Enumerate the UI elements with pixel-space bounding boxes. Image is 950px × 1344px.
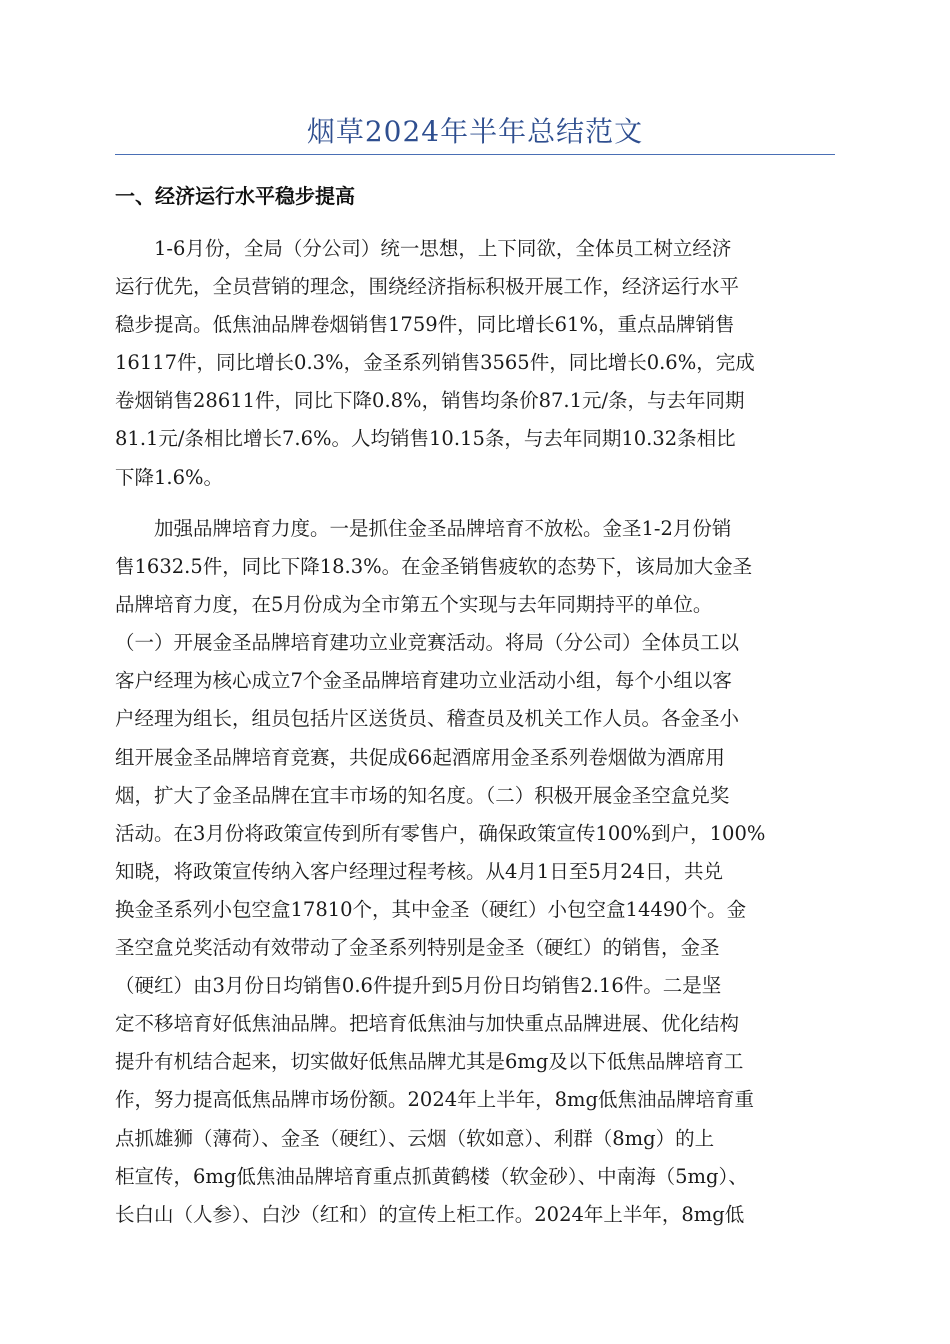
text-line: 作，努力提高低焦品牌市场份额。2024年上半年，8mg低焦油品牌培育重 — [115, 1088, 755, 1112]
text-line: 售1632.5件，同比下降18.3%。在金圣销售疲软的态势下，该局加大金圣 — [115, 555, 753, 579]
text-line: 客户经理为核心成立7个金圣品牌培育建功立业活动小组，每个小组以客 — [115, 669, 732, 693]
text-line: 定不移培育好低焦油品牌。把培育低焦油与加快重点品牌进展、优化结构 — [115, 1012, 740, 1036]
text-line: 81.1元/条相比增长7.6%。人均销售10.15条，与去年同期10.32条相比 — [115, 427, 736, 451]
text-line: 16117件，同比增长0.3%，金圣系列销售3565件，同比增长0.6%，完成 — [115, 351, 755, 375]
text-line: 户经理为组长，组员包括片区送货员、稽查员及机关工作人员。各金圣小 — [115, 707, 740, 731]
text-line: 加强品牌培育力度。一是抓住金圣品牌培育不放松。金圣1-2月份销 — [115, 517, 732, 540]
text-line: 下降1.6%。 — [115, 465, 224, 489]
text-line: 组开展金圣品牌培育竞赛，共促成66起酒席用金圣系列卷烟做为酒席用 — [115, 745, 725, 769]
paragraph-2 — [115, 510, 835, 1234]
text-line: 长白山（人参）、白沙（红和）的宣传上柜工作。2024年上半年，8mg低 — [115, 1202, 745, 1226]
text-line: 知晓，将政策宣传纳入客户经理过程考核。从4月1日至5月24日，共兑 — [115, 859, 724, 883]
text-line: （一）开展金圣品牌培育建功立业竞赛活动。将局（分公司）全体员工以 — [115, 631, 740, 655]
text-line: 运行优先，全员营销的理念，围绕经济指标积极开展工作，经济运行水平 — [115, 275, 740, 299]
text-line: 品牌培育力度，在5月份成为全市第五个实现与去年同期持平的单位。 — [115, 593, 713, 617]
text-line: 柜宣传，6mg低焦油品牌培育重点抓黄鹤楼（软金砂）、中南海（5mg）、 — [115, 1164, 748, 1188]
paragraph-1 — [115, 230, 835, 497]
text-line: 活动。在3月份将政策宣传到所有零售户，确保政策宣传100%到户，100% — [115, 821, 766, 845]
text-line: 点抓雄狮（薄荷）、金圣（硬红）、云烟（软如意）、利群（8mg）的上 — [115, 1126, 715, 1150]
text-line: 烟，扩大了金圣品牌在宜丰市场的知名度。（二）积极开展金圣空盒兑奖 — [115, 783, 730, 807]
text-line: 换金圣系列小包空盒17810个，其中金圣（硬红）小包空盒14490个。金 — [115, 897, 747, 921]
text-line: 卷烟销售28611件，同比下降0.8%，销售均条价87.1元/条，与去年同期 — [115, 389, 745, 413]
text-line: 稳步提高。低焦油品牌卷烟销售1759件，同比增长61%，重点品牌销售 — [115, 313, 735, 337]
document-title: 烟草2024年半年总结范文 — [306, 115, 644, 148]
title-underline — [115, 154, 835, 155]
text-line: 圣空盒兑奖活动有效带动了金圣系列特别是金圣（硬红）的销售，金圣 — [115, 936, 720, 960]
text-line: 1-6月份，全局（分公司）统一思想，上下同欲，全体员工树立经济 — [115, 237, 732, 260]
section-heading: 一、经济运行水平稳步提高 — [115, 184, 355, 208]
text-line: （硬红）由3月份日均销售0.6件提升到5月份日均销售2.16件。二是坚 — [115, 974, 722, 998]
text-line: 提升有机结合起来，切实做好低焦品牌尤其是6mg及以下低焦品牌培育工 — [115, 1050, 744, 1074]
